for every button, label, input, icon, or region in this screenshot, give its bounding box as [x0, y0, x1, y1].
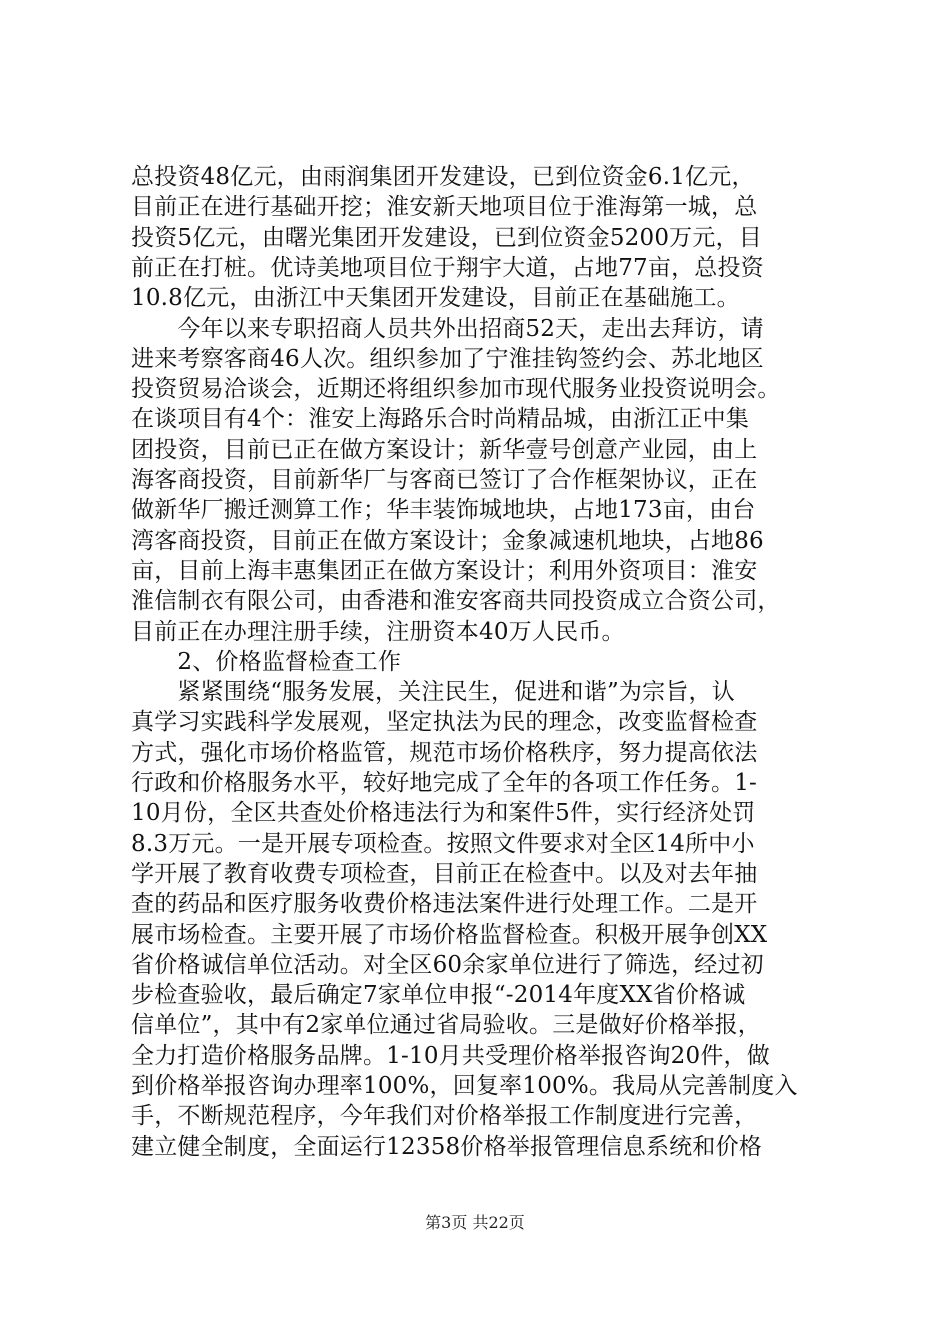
- text-line: 湾客商投资，目前正在做方案设计；金象减速机地块，占地86: [131, 527, 764, 554]
- text-line: 总投资48亿元，由雨润集团开发建设，已到位资金6.1亿元，: [131, 164, 755, 190]
- text-line: 紧紧围绕“服务发展，关注民生，促进和谐”为宗旨，认: [131, 679, 735, 706]
- text-line: 省价格诚信单位活动。对全区60余家单位进行了筛选，经过初: [131, 951, 764, 978]
- section-heading: 2、价格监督检查工作: [131, 648, 402, 675]
- text-line: 行政和价格服务水平，较好地完成了全年的各项工作任务。1-: [131, 770, 758, 796]
- text-line: 海客商投资，目前新华厂与客商已签订了合作框架协议，正在: [131, 467, 758, 493]
- text-line: 团投资，目前已正在做方案设计；新华壹号创意产业园，由上: [131, 436, 758, 463]
- text-line: 真学习实践科学发展观，坚定执法为民的理念，改变监督检查: [131, 709, 758, 736]
- text-line: 到价格举报咨询办理率100%，回复率100%。我局从完善制度入: [131, 1073, 798, 1099]
- text-line: 方式，强化市场价格监管，规范市场价格秩序，努力提高依法: [131, 739, 758, 766]
- text-line: 投资贸易洽谈会，近期还将组织参加市现代服务业投资说明会。: [131, 376, 781, 403]
- text-line: 展市场检查。主要开展了市场价格监督检查。积极开展争创XX: [131, 921, 768, 948]
- text-line: 查的药品和医疗服务收费价格违法案件进行处理工作。二是开: [131, 891, 758, 918]
- text-line: 手，不断规范程序，今年我们对价格举报工作制度进行完善，: [131, 1103, 758, 1130]
- text-line: 前正在打桩。优诗美地项目位于翔宇大道，占地77亩，总投资: [131, 254, 764, 281]
- text-line: 信单位”，其中有2家单位通过省局验收。三是做好价格举报，: [131, 1012, 761, 1039]
- text-line: 投资5亿元，由曙光集团开发建设，已到位资金5200万元，目: [131, 224, 762, 251]
- text-line: 步检查验收，最后确定7家单位申报“-2014年度XX省价格诚: [131, 982, 746, 1009]
- text-line: 做新华厂搬迁测算工作；华丰装饰城地块，占地173亩，由台: [131, 497, 756, 524]
- text-line: 学开展了教育收费专项检查，目前正在检查中。以及对去年抽: [131, 860, 758, 887]
- text-line: 目前正在进行基础开挖；淮安新天地项目位于淮海第一城，总: [131, 194, 758, 221]
- text-line: 全力打造价格服务品牌。1-10月共受理价格举报咨询20件，做: [131, 1042, 770, 1069]
- text-line: 进来考察客商46人次。组织参加了宁淮挂钩签约会、苏北地区: [131, 345, 764, 372]
- text-line: 目前正在办理注册手续，注册资本40万人民币。: [131, 618, 625, 645]
- text-line: 在谈项目有4个：淮安上海路乐合时尚精品城，由浙江正中集: [131, 406, 750, 433]
- text-line: 建立健全制度，全面运行12358价格举报管理信息系统和价格: [131, 1133, 762, 1160]
- text-line: 今年以来专职招商人员共外出招商52天，走出去拜访，请: [131, 315, 764, 342]
- text-line: 10.8亿元，由浙江中天集团开发建设，目前正在基础施工。: [131, 285, 740, 312]
- text-line: 淮信制衣有限公司，由香港和淮安客商共同投资成立合资公司，: [131, 588, 781, 615]
- text-line: 10月份，全区共查处价格违法行为和案件5件，实行经济处罚: [131, 800, 756, 827]
- page-number-footer: 第3页 共22页: [425, 1213, 525, 1232]
- text-line: 亩，目前上海丰惠集团正在做方案设计；利用外资项目：淮安: [131, 557, 758, 584]
- text-line: 8.3万元。一是开展专项检查。按照文件要求对全区14所中小: [131, 830, 755, 857]
